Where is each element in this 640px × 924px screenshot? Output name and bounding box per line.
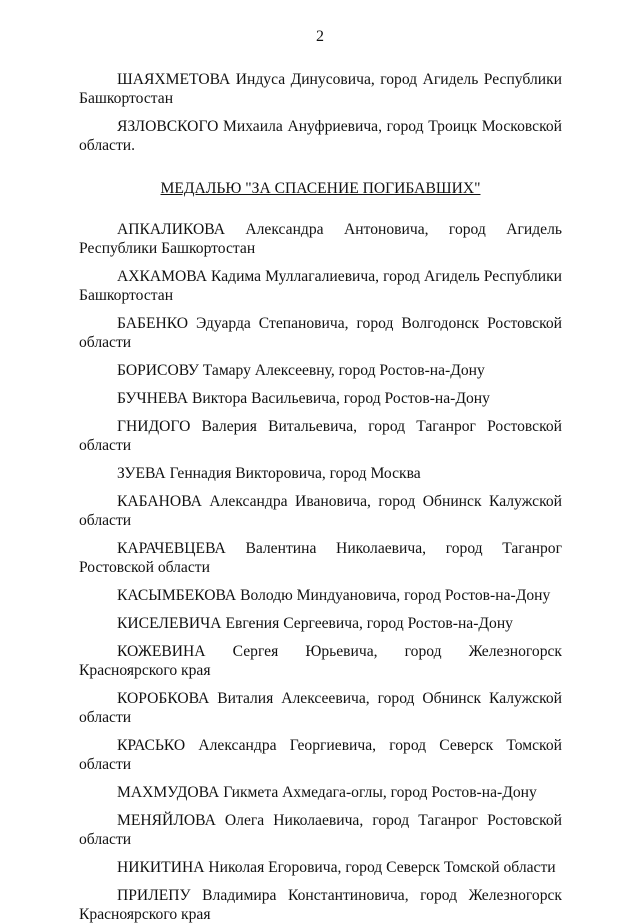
award-entry: КИСЕЛЕВИЧА Евгения Сергеевича, город Ростов-на-Дону — [117, 615, 513, 632]
award-entry: БУЧНЕВА Виктора Васильевича, город Ростов-на-Дону — [117, 390, 490, 407]
award-entry: ЗУЕВА Геннадия Викторовича, город Москва — [117, 465, 421, 482]
page-number: 2 — [316, 28, 324, 45]
document-body — [79, 70, 562, 924]
award-entry: АХКАМОВА Кадима Муллагалиевича, город Агидель Республики Башкортостан — [79, 268, 562, 304]
award-entry: БОРИСОВУ Тамару Алексеевну, город Ростов-на-Дону — [117, 362, 485, 379]
award-entry: КАСЫМБЕКОВА Володю Миндуановича, город Ростов-на-Дону — [117, 587, 551, 604]
award-entry: АПКАЛИКОВА Александра Антоновича, город Агидель Республики Башкортостан — [79, 221, 562, 257]
award-entry: КОРОБКОВА Виталия Алексеевича, город Обнинск Калужской области — [79, 690, 562, 726]
section-heading: МЕДАЛЬЮ "ЗА СПАСЕНИЕ ПОГИБАВШИХ" — [160, 180, 481, 197]
award-entry: ЯЗЛОВСКОГО Михаила Ануфриевича, город Троицк Московской области. — [79, 118, 562, 154]
award-entry: КРАСЬКО Александра Георгиевича, город Северск Томской области — [79, 737, 562, 773]
award-entry: ПРИЛЕПУ Владимира Константиновича, город Железногорск Красноярского края — [79, 887, 562, 923]
award-entry: КОЖЕВИНА Сергея Юрьевича, город Железногорск Красноярского края — [79, 643, 562, 679]
award-entry: НИКИТИНА Николая Егоровича, город Северск Томской области — [117, 859, 556, 876]
award-entry: БАБЕНКО Эдуарда Степановича, город Волгодонск Ростовской области — [79, 315, 562, 351]
award-entry: КАРАЧЕВЦЕВА Валентина Николаевича, город Таганрог Ростовской области — [79, 540, 562, 576]
award-entry: ШАЯХМЕТОВА Индуса Динусовича, город Агидель Республики Башкортостан — [79, 71, 562, 107]
award-entry: ГНИДОГО Валерия Витальевича, город Таганрог Ростовской области — [79, 418, 562, 454]
award-entry: КАБАНОВА Александра Ивановича, город Обнинск Калужской области — [79, 493, 562, 529]
award-entry: МАХМУДОВА Гикмета Ахмедага-оглы, город Ростов-на-Дону — [117, 784, 537, 801]
award-entry: МЕНЯЙЛОВА Олега Николаевича, город Таганрог Ростовской области — [79, 812, 562, 848]
